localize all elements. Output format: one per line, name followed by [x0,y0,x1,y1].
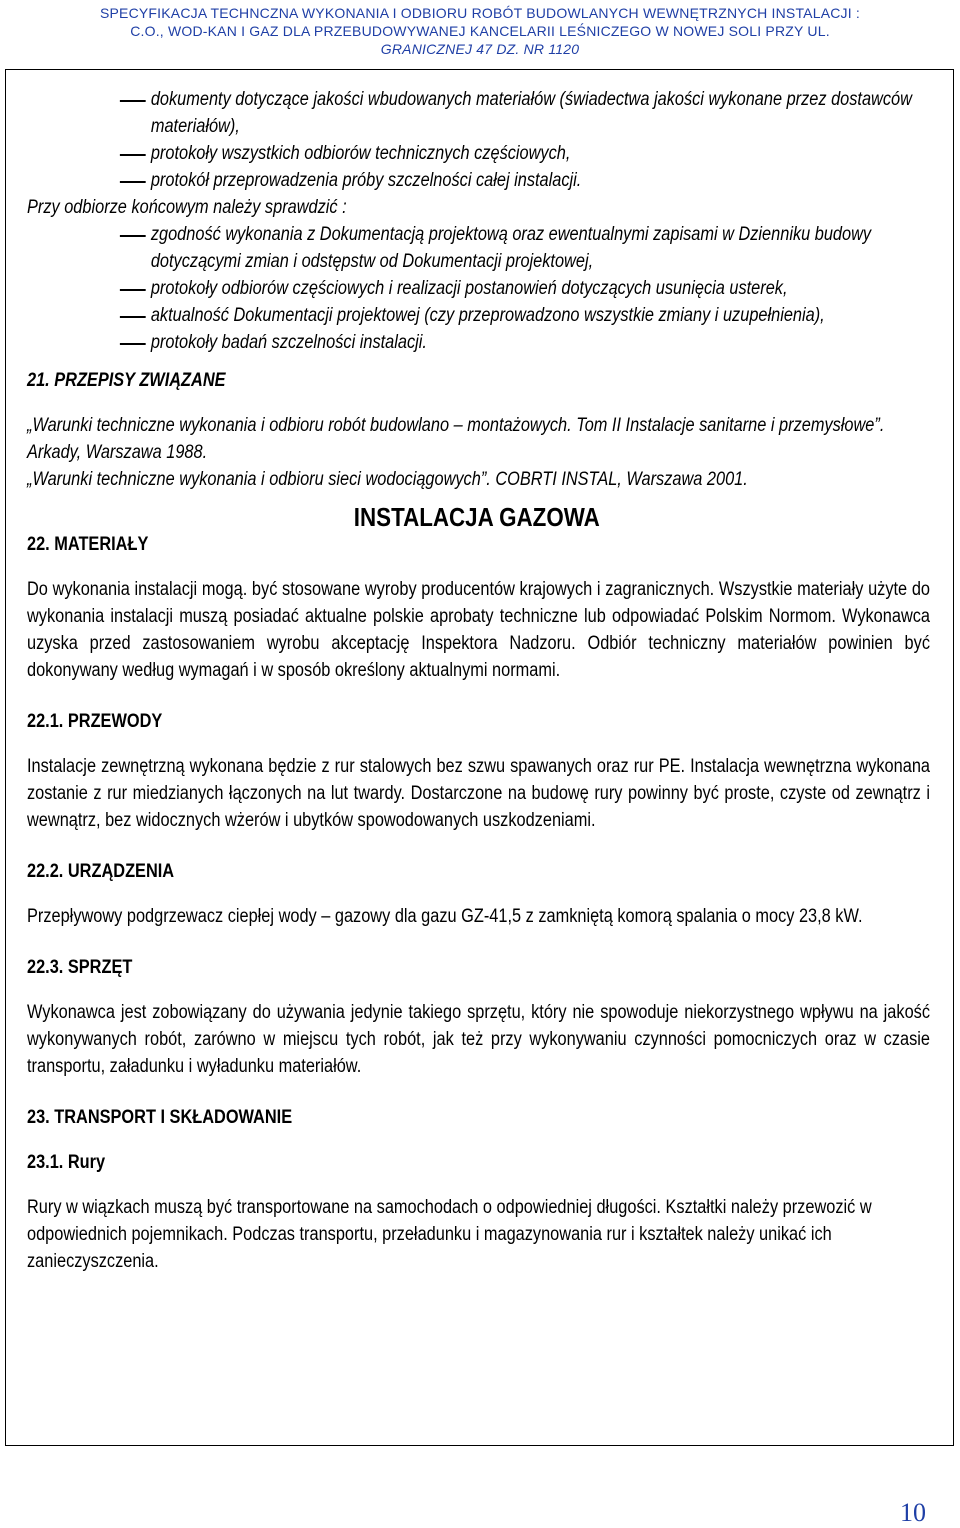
section-22-3-heading: 22.3. SPRZĘT [27,957,133,978]
list-item: protokoły badań szczelności instalacji. [120,329,930,356]
section-22-body: Do wykonania instalacji mogą. być stosowane wyroby producentów krajowych i zagranicznych. Wszystkie materiały użyte do wykonania instalacji muszą posiadać aktualne polskie aprobaty techniczne lub odpowiadać Polskim Normom. Wykonawca uzyska przed zastosowaniem wyrobu akceptację Inspektora Nadzoru. Odbiór techniczny materiałów powinien być dokonywany według wymagań i w sposób określony aktualnymi normami. [27,579,930,681]
document-body [27,86,930,1275]
dash-icon [120,302,151,329]
condensed-text-block [27,86,930,1275]
section-22-1-body: Instalacje zewnętrzną wykonana będzie z rur stalowych bez szwu spawanych oraz rur PE. Instalacja wewnętrzna wykonana zostanie z rur miedzianych łączonych na lut twardy. Dostarczone na budowę rury powinny być proste, czyste od zewnątrz i wewnątrz, bez widocznych wżerów i ubytków spowodowanych uszkodzeniami. [27,756,930,831]
header-line-1: SPECYFIKACJA TECHNCZNA WYKONANIA I ODBIORU ROBÓT BUDOWLANYCH WEWNĘTRZNYCH INSTALACJI : [99,5,861,21]
dash-icon [120,140,151,167]
header-line-2: C.O., WOD-KAN I GAZ DLA PRZEBUDOWYWANEJ KANCELARII LEŚNICZEGO W NOWEJ SOLI PRZY UL. [130,23,830,39]
list-item: protokół przeprowadzenia próby szczelności całej instalacji. [120,167,930,194]
list-item: dokumenty dotyczące jakości wbudowanych materiałów (świadectwa jakości wykonane przez dostawców materiałów), [120,86,930,140]
final-check-lead: Przy odbiorze końcowym należy sprawdzić : [27,197,347,218]
gas-installation-title: INSTALACJA GAZOWA [353,502,600,532]
section-22-2-heading: 22.2. URZĄDZENIA [27,861,175,882]
dash-icon [120,275,151,302]
section-23-1-heading: 23.1. Rury [27,1152,106,1173]
list-item: protokoły wszystkich odbiorów technicznych częściowych, [120,140,930,167]
section-23-heading: 23. TRANSPORT I SKŁADOWANIE [27,1107,293,1128]
header-line-3: GRANICZNEJ 47 DZ. NR 1120 [380,41,580,57]
dash-icon [120,221,151,275]
section-23-1-body: Rury w wiązkach muszą być transportowane na samochodach o odpowiedniej długości. Kształtki należy przewozić w odpowiednich pojemnikach. Podczas transportu, przeładunku i magazynowania rur i kształtek należy unikać ich zanieczyszczenia. [27,1197,872,1272]
section-22-heading: 22. MATERIAŁY [27,534,149,555]
reference-2: „Warunki techniczne wykonania i odbioru sieci wodociągowych”. COBRTI INSTAL, Warszawa 2001. [27,469,748,490]
list-item: protokoły odbiorów częściowych i realizacji postanowień dotyczących usunięcia usterek, [120,275,930,302]
section-22-2-body: Przepływowy podgrzewacz ciepłej wody – gazowy dla gazu GZ-41,5 z zamkniętą komorą spalania o mocy 23,8 kW. [27,906,863,927]
reference-1: „Warunki techniczne wykonania i odbioru robót budowlano – montażowych. Tom II Instalacje sanitarne i przemysłowe”. Arkady, Warszawa 1988. [27,415,885,463]
page-header [0,4,960,58]
final-check-list [27,221,930,356]
list-item: aktualność Dokumentacji projektowej (czy przeprowadzono wszystkie zmiany i uzupełnienia), [120,302,930,329]
dash-icon [120,86,151,140]
dash-icon [120,167,151,194]
list-item: zgodność wykonania z Dokumentacją projektową oraz ewentualnymi zapisami w Dzienniku budowy dotyczącymi zmian i odstępstw od Dokumentacji projektowej, [120,221,930,275]
intro-bullet-list [27,86,930,194]
page-number: 10 [900,1498,926,1527]
dash-icon [120,329,151,356]
section-21-heading: 21. PRZEPISY ZWIĄZANE [27,370,226,391]
section-22-1-heading: 22.1. PRZEWODY [27,711,163,732]
section-22-3-body: Wykonawca jest zobowiązany do używania jedynie takiego sprzętu, który nie spowoduje niekorzystnego wpływu na jakość wykonywanych robót, zarówno w miejscu tych robót, jak też przy wykonywaniu czynności pomocniczych oraz w czasie transportu, załadunku i wyładunku materiałów. [27,1002,930,1077]
